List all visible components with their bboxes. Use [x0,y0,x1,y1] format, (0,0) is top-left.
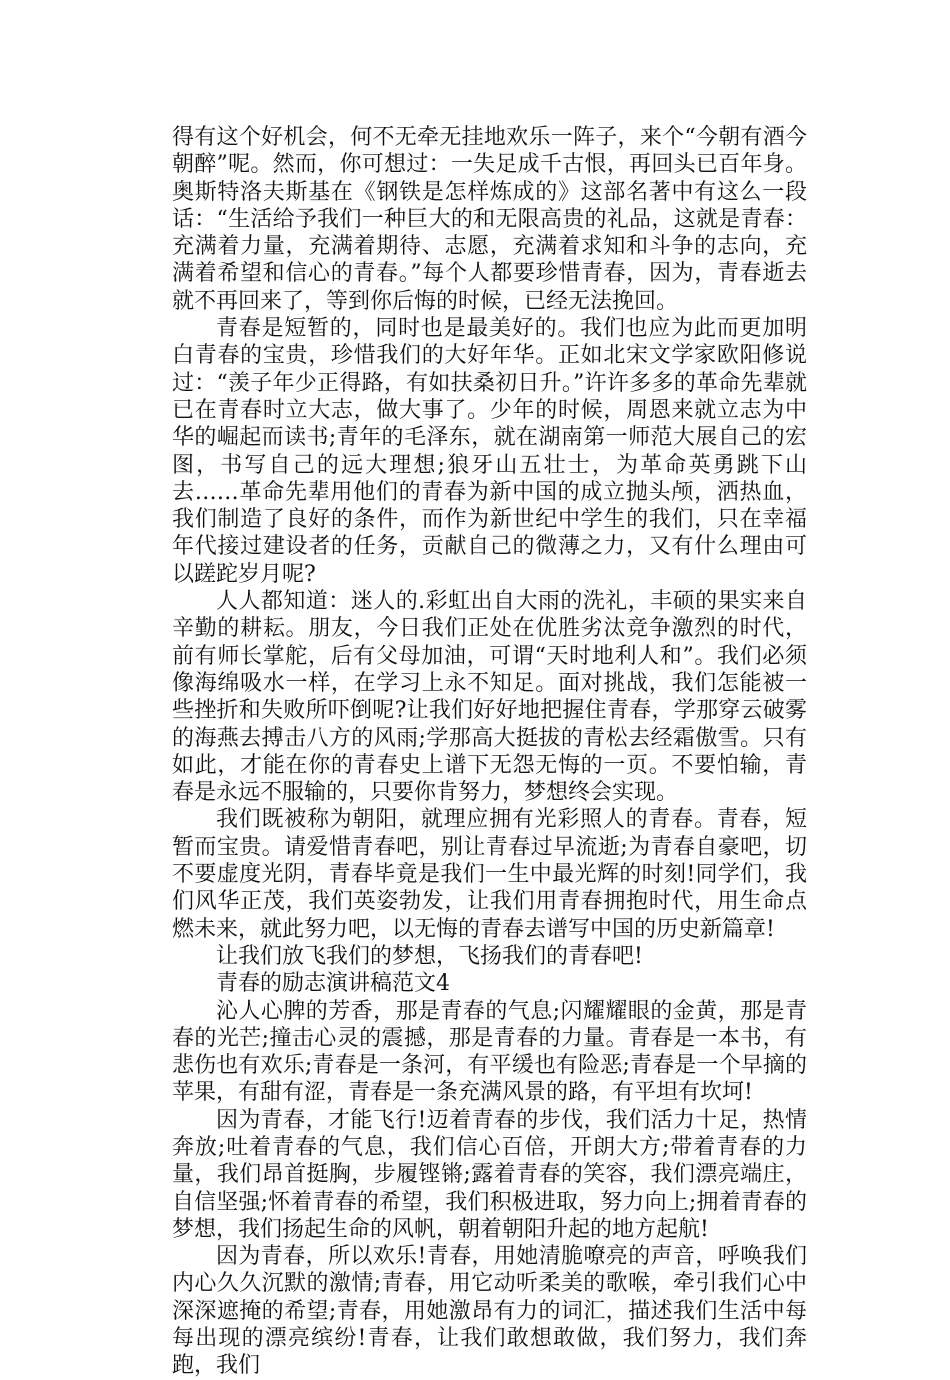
document-body [172,124,807,1380]
paragraph: 让我们放飞我们的梦想，飞扬我们的青春吧! [216,943,643,969]
paragraph: 我们既被称为朝阳，就理应拥有光彩照人的青春。青春，短暂而宝贵。请爱惜青春吧，别让青春过早流逝;为青春自豪吧，切不要虚度光阴，青春毕竟是我们一生中最光辉的时刻!同学们，我们风华正茂，我们英姿勃发，让我们用青春拥抱时代，用生命点燃未来，就此努力吧，以无悔的青春去谱写中国的历史新篇章! [172,807,807,942]
paragraph: 因为青春，才能飞行!迈着青春的步伐，我们活力十足，热情奔放;吐着青春的气息，我们信心百倍，开朗大方;带着青春的力量，我们昂首挺胸，步履铿锵;露着青春的笑容，我们漂亮端庄，自信坚强;怀着青春的希望，我们积极进取，努力向上;拥着青春的梦想，我们扬起生命的风帆，朝着朝阳升起的地方起航! [172,1107,807,1242]
paragraph: 沁人心脾的芳香，那是青春的气息;闪耀耀眼的金黄，那是青春的光芒;撞击心灵的震撼，那是青春的力量。青春是一本书，有悲伤也有欢乐;青春是一条河，有平缓也有险恶;青春是一个早摘的苹果，有甜有涩，青春是一条充满风景的路，有平坦有坎坷! [172,998,807,1106]
paragraph: 得有这个好机会，何不无牵无挂地欢乐一阵子，来个“今朝有酒今朝醉”呢。然而，你可想过：一失足成千古恨，再回头已百年身。奥斯特洛夫斯基在《钢铁是怎样炼成的》这部名著中有这么一段话：“生活给予我们一种巨大的和无限高贵的礼品，这就是青春：充满着力量，充满着期待、志愿，充满着求知和斗争的志向，充满着希望和信心的青春。”每个人都要珍惜青春，因为，青春逝去就不再回来了，等到你后悔的时候，已经无法挽回。 [172,125,807,314]
paragraph: 青春是短暂的，同时也是最美好的。我们也应为此而更加明白青春的宝贵，珍惜我们的大好年华。正如北宋文学家欧阳修说过：“羡子年少正得路，有如扶桑初日升。”许许多多的革命先辈就已在青春时立大志，做大事了。少年的时候，周恩来就立志为中华的崛起而读书;青年的毛泽东，就在湖南第一师范大展自己的宏图，书写自己的远大理想;狼牙山五壮士，为革命英勇跳下山去……革命先辈用他们的青春为新中国的成立抛头颅，洒热血，我们制造了良好的条件，而作为新世纪中学生的我们，只在幸福年代接过建设者的任务，贡献自己的微薄之力，又有什么理由可以蹉跎岁月呢? [172,316,807,587]
paragraph: 因为青春，所以欢乐!青春，用她清脆嘹亮的声音，呼唤我们内心久久沉默的激情;青春，用它动听柔美的歌喉，牵引我们心中深深遮掩的希望;青春，用她激昂有力的词汇，描述我们生活中每每出现的漂亮缤纷!青春，让我们敢想敢做，我们努力，我们奔跑，我们 [172,1244,807,1379]
paragraph: 人人都知道：迷人的.彩虹出自大雨的洗礼，丰硕的果实来自辛勤的耕耘。朋友，今日我们正处在优胜劣汰竞争激烈的时代，前有师长掌舵，后有父母加油，可谓“天时地利人和”。我们必须像海绵吸水一样，在学习上永不知足。面对挑战，我们怎能被一些挫折和失败所吓倒呢?让我们好好地把握住青春，学那穿云破雾的海燕去搏击八方的风雨;学那高大挺拔的青松去经霜傲雪。只有如此，才能在你的青春史上谱下无怨无悔的一页。不要怕输，青春是永远不服输的，只要你肯努力，梦想终会实现。 [172,589,807,806]
section-heading: 青春的励志演讲稿范文4 [216,971,450,997]
